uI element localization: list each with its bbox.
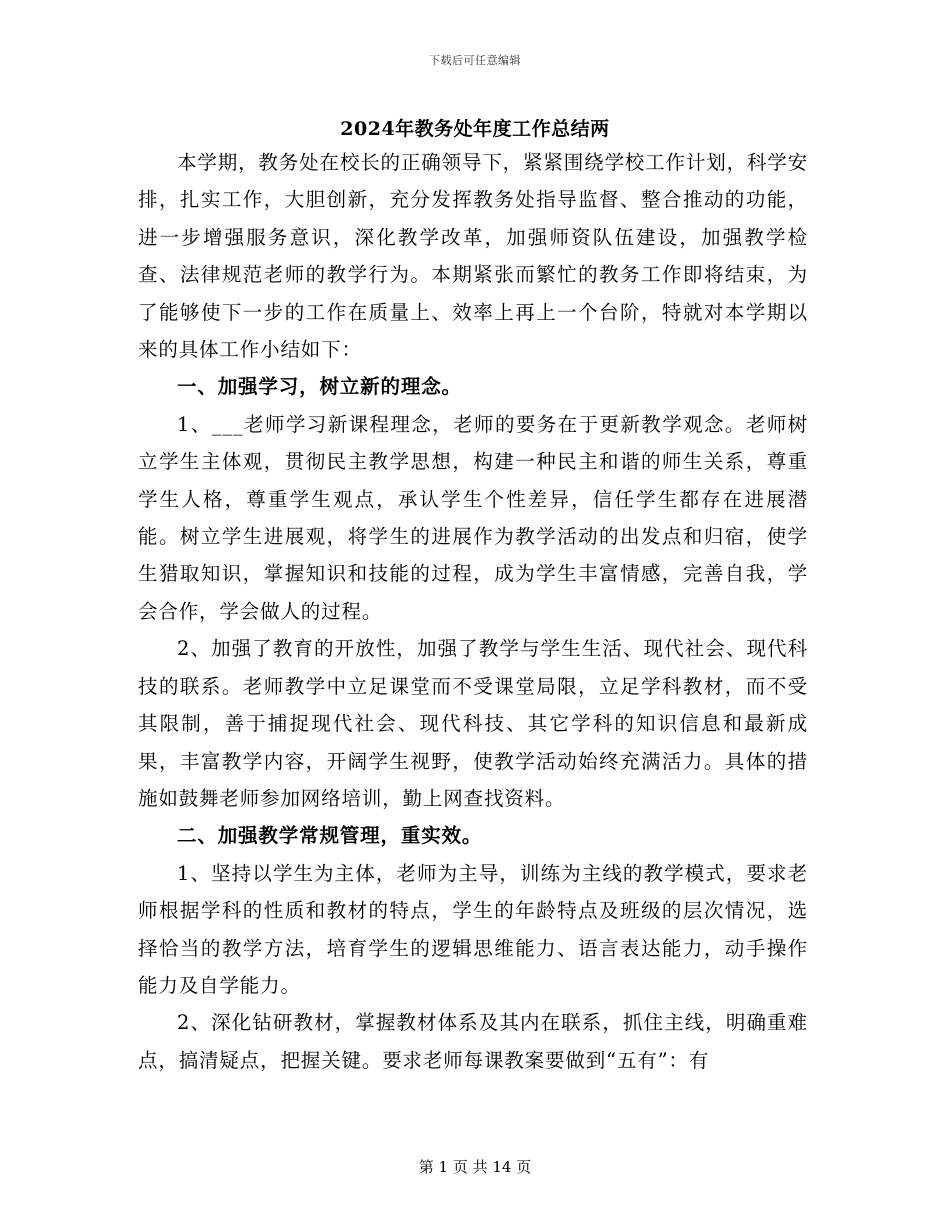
document-body xyxy=(138,144,808,1079)
page-number: 第 1 页 共 14 页 xyxy=(418,1158,532,1176)
header-note: 下载后可任意编辑 xyxy=(429,54,521,67)
section-2-item-2: 2、深化钻研教材，掌握教材体系及其内在联系，抓住主线，明确重难点，搞清疑点，把握关键。要求老师每课教案要做到“五有”：有 xyxy=(138,1011,808,1072)
section-heading-2: 二、加强教学常规管理，重实效。 xyxy=(177,824,483,848)
document-title: 2024年教务处年度工作总结两 xyxy=(340,118,610,140)
section-1-item-2: 2、加强了教育的开放性，加强了教学与学生生活、现代社会、现代科技的联系。老师教学中立足课堂而不受课堂局限，立足学科教材，而不受其限制，善于捕捉现代社会、现代科技、其它学科的知识信息和最新成果，丰富教学内容，开阔学生视野，使教学活动始终充满活力。具体的措施如鼓舞老师参加网络培训，勤上网查找资料。 xyxy=(138,637,808,810)
intro-paragraph: 本学期，教务处在校长的正确领导下，紧紧围绕学校工作计划，科学安排，扎实工作，大胆创新，充分发挥教务处指导监督、整合推动的功能，进一步增强服务意识，深化教学改革，加强师资队伍建设，加强教学检查、法律规范老师的教学行为。本期紧张而繁忙的教务工作即将结束，为了能够使下一步的工作在质量上、效率上再上一个台阶，特就对本学期以来的具体工作小结如下： xyxy=(138,151,808,362)
section-2-item-1: 1、坚持以学生为主体，老师为主导，训练为主线的教学模式，要求老师根据学科的性质和教材的特点，学生的年龄特点及班级的层次情况，选择恰当的教学方法，培育学生的逻辑思维能力、语言表达能力，动手操作能力及自学能力。 xyxy=(138,861,808,997)
section-1-item-1: 1、___老师学习新课程理念，老师的要务在于更新教学观念。老师树立学生主体观，贯彻民主教学思想，构建一种民主和谐的师生关系，尊重学生人格，尊重学生观点，承认学生个性差异，信任学生都存在进展潜能。树立学生进展观，将学生的进展作为教学活动的出发点和归宿，使学生猎取知识，掌握知识和技能的过程，成为学生丰富情感，完善自我，学会合作，学会做人的过程。 xyxy=(138,412,808,623)
section-heading-1: 一、加强学习，树立新的理念。 xyxy=(177,375,462,399)
